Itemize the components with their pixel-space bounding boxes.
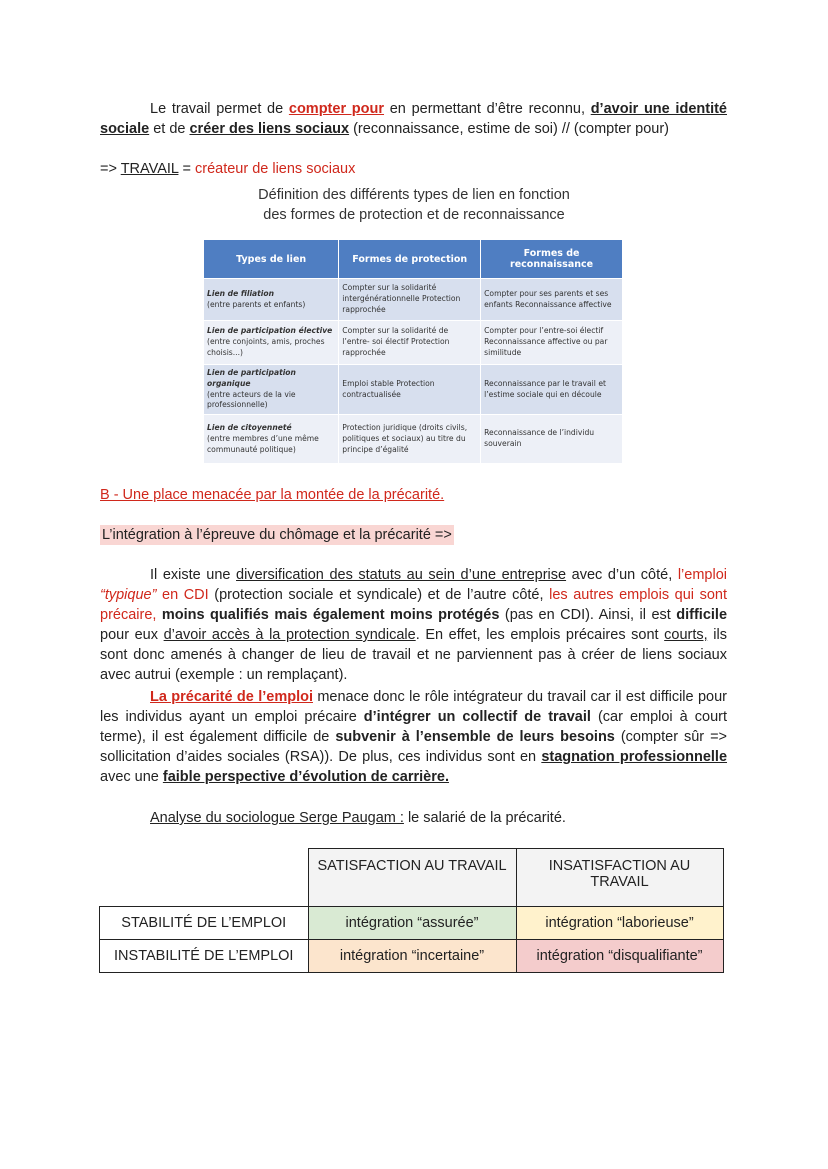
keyword-diversification: diversification des statuts au sein d’une entreprise xyxy=(236,567,567,583)
intro-paragraph xyxy=(100,99,727,139)
text: (car emploi à court terme), il est également difficile de xyxy=(100,709,727,745)
cell-incertaine: intégration “incertaine” xyxy=(308,940,516,973)
type-title: Lien de participation organique xyxy=(207,368,296,388)
text: (compter sûr => sollicitation d’aides sociales (RSA)). De plus, ces individus sont en xyxy=(100,729,728,765)
header-satisfaction: SATISFACTION AU TRAVAIL xyxy=(308,849,516,907)
type-desc: (entre parents et enfants) xyxy=(207,299,306,309)
arrow-text: => xyxy=(100,161,121,177)
header-protection: Formes de protection xyxy=(339,240,481,279)
type-desc: (entre membres d’une même communauté politique) xyxy=(207,433,319,454)
type-cell xyxy=(204,279,339,321)
travail-line xyxy=(100,159,727,179)
caption-line-1: Définition des différents types de lien en fonction xyxy=(258,187,570,203)
keyword-moins-qualifies: moins qualifiés mais également moins protégés xyxy=(161,607,500,623)
caption-line-2: des formes de protection et de reconnaissance xyxy=(263,207,565,223)
table-row xyxy=(204,321,623,365)
keyword-identite-sociale: d’avoir une identité sociale xyxy=(100,101,727,137)
type-title: Lien de filiation xyxy=(207,288,275,298)
type-cell xyxy=(204,415,339,464)
cell-assuree: intégration “assurée” xyxy=(308,907,516,940)
reconnaissance-cell: Compter pour l’entre-soi électif Reconnaissance affective ou par similitude xyxy=(481,321,623,365)
type-title: Lien de citoyenneté xyxy=(207,422,292,432)
table-row xyxy=(100,940,724,973)
travail-word: TRAVAIL xyxy=(120,161,179,177)
text: avec d’un côté, xyxy=(566,567,678,583)
precarite-paragraph xyxy=(100,565,727,685)
type-title: Lien de participation élective xyxy=(207,326,333,336)
text: (reconnaissance, estime de soi) // (compter pour) xyxy=(349,121,670,137)
type-cell xyxy=(204,321,339,365)
analyse-text: le salarié de la précarité. xyxy=(403,810,566,826)
protection-cell: Protection juridique (droits civils, politiques et sociaux) au titre du principe d’égalité xyxy=(339,415,481,464)
text: Il existe une xyxy=(150,567,237,583)
text-cdi: en CDI xyxy=(156,587,209,603)
text-autres-emplois: les autres emplois qui sont précaire, xyxy=(100,587,727,623)
protection-cell: Compter sur la solidarité de l’entre- soi électif Protection rapprochée xyxy=(339,321,481,365)
table-row xyxy=(100,907,724,940)
keyword-collectif: d’intégrer un collectif de travail xyxy=(363,709,591,725)
keyword-liens-sociaux: créer des liens sociaux xyxy=(189,121,350,137)
types-de-lien-table xyxy=(204,240,623,463)
text: . En effet, les emplois précaires sont xyxy=(415,627,665,643)
table-row xyxy=(204,415,623,464)
type-desc: (entre conjoints, amis, proches choisis...) xyxy=(207,337,325,357)
text: avec une xyxy=(100,769,163,785)
text-emploi: l’emploi xyxy=(677,567,727,583)
type-desc: (entre acteurs de la vie professionnelle) xyxy=(207,389,296,410)
analyse-label: Analyse du sociologue Serge Paugam : xyxy=(150,810,404,826)
table-row xyxy=(204,365,623,415)
section-b-heading: B - Une place menacée par la montée de la précarité. xyxy=(100,487,445,503)
text-typique: “typique” xyxy=(100,587,157,603)
text: et de xyxy=(149,121,190,137)
keyword-stagnation: stagnation professionnelle xyxy=(541,749,728,765)
keyword-protection-syndicale: d’avoir accès à la protection syndicale xyxy=(163,627,416,643)
cell-laborieuse: intégration “laborieuse” xyxy=(516,907,723,940)
table-row xyxy=(204,279,623,321)
keyword-precarite-emploi: La précarité de l’emploi xyxy=(150,689,313,705)
menace-paragraph xyxy=(100,687,727,787)
paugam-table xyxy=(99,848,724,973)
type-cell xyxy=(204,365,339,415)
row-label-instabilite: INSTABILITÉ DE L’EMPLOI xyxy=(100,940,309,973)
table-header-row xyxy=(204,240,623,279)
header-insatisfaction: INSATISFACTION AU TRAVAIL xyxy=(516,849,723,907)
empty-corner-cell xyxy=(100,849,309,907)
table-row xyxy=(100,849,724,907)
subheading-text: L’intégration à l’épreuve du chômage et la précarité => xyxy=(102,527,452,543)
text: (protection sociale et syndicale) et de l’autre côté, xyxy=(208,587,550,603)
subheading xyxy=(100,525,454,545)
keyword-courts: courts, xyxy=(664,627,708,643)
text: ils sont donc amenés à changer de lieu de travail et ne parviennent pas à créer de liens sociaux avec autrui (exemple : un remplaçant). xyxy=(100,627,727,683)
text: pour eux xyxy=(100,627,164,643)
text: (pas en CDI). Ainsi, il est xyxy=(499,607,677,623)
analyse-line xyxy=(100,808,727,828)
text: en permettant d’être reconnu, xyxy=(384,101,591,117)
keyword-besoins: subvenir à l’ensemble de leurs besoins xyxy=(335,729,615,745)
row-label-stabilite: STABILITÉ DE L’EMPLOI xyxy=(100,907,309,940)
header-types: Types de lien xyxy=(204,240,339,279)
text: Le travail permet de xyxy=(150,101,289,117)
keyword-difficile: difficile xyxy=(676,607,728,623)
protection-cell: Emploi stable Protection contractualisée xyxy=(339,365,481,415)
keyword-evolution: faible perspective d’évolution de carrière. xyxy=(162,769,449,785)
createur-text: créateur de liens sociaux xyxy=(194,161,356,177)
header-reconnaissance: Formes de reconnaissance xyxy=(481,240,623,279)
protection-cell: Compter sur la solidarité intergénérationnelle Protection rapprochée xyxy=(339,279,481,321)
reconnaissance-cell: Reconnaissance par le travail et l’estime sociale qui en découle xyxy=(481,365,623,415)
text: menace donc le rôle intégrateur du travail car il est difficile pour les individus ayant un emploi précaire xyxy=(100,689,727,725)
cell-disqualifiante: intégration “disqualifiante” xyxy=(516,940,723,973)
equals-text: = xyxy=(178,161,195,177)
table-caption xyxy=(180,185,648,225)
reconnaissance-cell: Compter pour ses parents et ses enfants Reconnaissance affective xyxy=(481,279,623,321)
reconnaissance-cell: Reconnaissance de l’individu souverain xyxy=(481,415,623,464)
keyword-compter-pour: compter pour xyxy=(288,101,385,117)
